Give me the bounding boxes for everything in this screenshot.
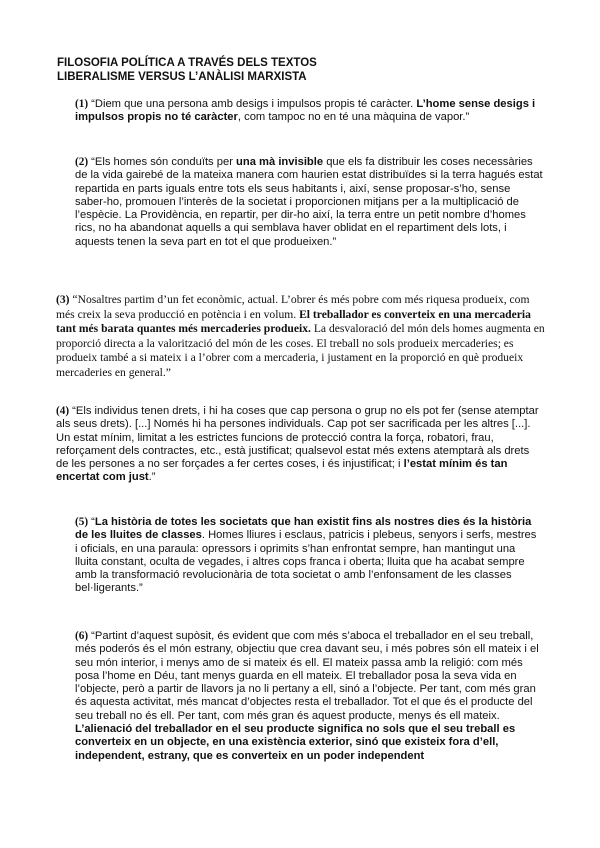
quote-6 bbox=[75, 630, 547, 763]
quote-emphasis: La història de totes les societats que han existit fins als nostres dies és la història de les lluites de classes bbox=[75, 516, 532, 542]
quote-5 bbox=[75, 516, 537, 596]
quote-emphasis: L’home sense desigs i impulsos propis no té caràcter bbox=[75, 98, 536, 124]
quote-text: que els fa distribuir les coses necessàries de la vida gairebé de la mateixa manera com haurien estat distribuïdes si la terra hagués estat repartida en parts iguals entre tots els seus habitants i, així, sense proposar-s’ho, sense saber-ho, promouen l’interès de la societat i proporcionen mitjans per a la multiplicació de l’espècie. La Providència, en repartir, per dir-ho així, la terra entre un petit nombre d’homes rics, no ha abandonat aquells a qui semblava haver oblidat en el repartiment dels lots, i aquests tenen la seva part en tot el que produeixen.” bbox=[75, 156, 543, 248]
quote-text: .” bbox=[148, 471, 156, 484]
quote-emphasis: L’alienació del treballador en el seu producte significa no sols que el seu treball es converteix en un objecte, en una existència exterior, sinó que existeix fora d’ell, independent, estrany, que es converteix en un poder independent bbox=[75, 723, 516, 762]
quote-number: (3) bbox=[56, 293, 70, 306]
quote-text: , com tampoc no en té una màquina de vapor.” bbox=[237, 111, 470, 124]
quote-emphasis: El treballador es converteix en una mercaderia tant més barata quantes més mercaderies produeix. bbox=[56, 307, 531, 336]
quote-emphasis: l’estat mínim és tan encertat com just bbox=[56, 458, 508, 484]
quote-text: “Partint d’aquest supòsit, és evident que com més s’aboca el treballador en el seu treball, més poderós és el món estrany, objectiu que crea davant seu, i més pobres són ell mateix i el seu món interior, i menys amo de si mateix és ell. El mateix passa amb la religió: com més posa l’home en Déu, tant menys guarda en ell mateix. El treballador posa la seva vida en l’objecte, però a partir de llavors ja no li pertany a ell, sinó a l’objecte. Per tant, com més gran és aquesta activitat, més mancat d’objectes resta el treballador. Tot el que és el producte del seu treball no és ell. Per tant, com més gran és aquest producte, menys és ell mateix. bbox=[75, 630, 539, 722]
quote-number: (4) bbox=[56, 405, 70, 417]
quote-3 bbox=[56, 293, 546, 381]
quote-number: (2) bbox=[75, 156, 89, 168]
quote-number: (1) bbox=[75, 98, 89, 110]
title-line-1: FILOSOFIA POLÍTICA A TRAVÉS DELS TEXTOS bbox=[57, 57, 317, 69]
quote-number: (6) bbox=[75, 630, 89, 642]
quote-2 bbox=[75, 156, 545, 249]
quote-4 bbox=[56, 405, 542, 485]
title-line-2: LIBERALISME VERSUS L’ANÀLISI MARXISTA bbox=[57, 71, 307, 83]
quote-number: (5) bbox=[75, 516, 89, 528]
quote-text: “Diem que una persona amb desigs i impulsos propis té caràcter. bbox=[91, 98, 417, 110]
quote-text: “Nosaltres partim d’un fet econòmic, actual. L’obrer és més pobre com més riquesa produeix, com més creix la seva producció en potència i en volum. bbox=[56, 293, 530, 321]
quote-text: . Homes lliures i esclaus, patricis i plebeus, senyors i serfs, mestres i oficials, en una paraula: opressors i oprimits s’han enfrontat sempre, han mantingut una lluita constant, oculta de vegades, i altres cops franca i oberta; lluita que ha acabat sempre amb la transformació revolucionària de tota societat o amb l’enfonsament de les classes bel·ligerants.” bbox=[75, 529, 537, 595]
quote-emphasis: una mà invisible bbox=[236, 156, 324, 168]
document-title bbox=[57, 56, 317, 84]
quote-text: “ bbox=[88, 516, 95, 528]
quote-text: La desvaloració del món dels homes augmenta en proporció directa a la valorització del món de les coses. El treball no sols produeix mercaderies; es produeix també a si mateix i a l’obrer com a mercaderia, i justament en la proporció en què produeix mercaderies en general.” bbox=[56, 322, 545, 379]
quote-text: “Els homes són conduïts per bbox=[91, 156, 237, 168]
quote-1 bbox=[75, 98, 537, 125]
quote-text: “Els individus tenen drets, i hi ha coses que cap persona o grup no els pot fer (sense atemptar als seus drets). [...] Només hi ha persones individuals. Cap pot ser sacrificada per les altres [...]. Un estat mínim, limitat a les estrictes funcions de protecció contra la força, robatori, frau, reforçament dels contractes, etc., està justificat; qualsevol estat més extens atemptarà als drets de les persones a no ser forçades a fer certes coses, i és injustificat; i bbox=[56, 405, 539, 471]
